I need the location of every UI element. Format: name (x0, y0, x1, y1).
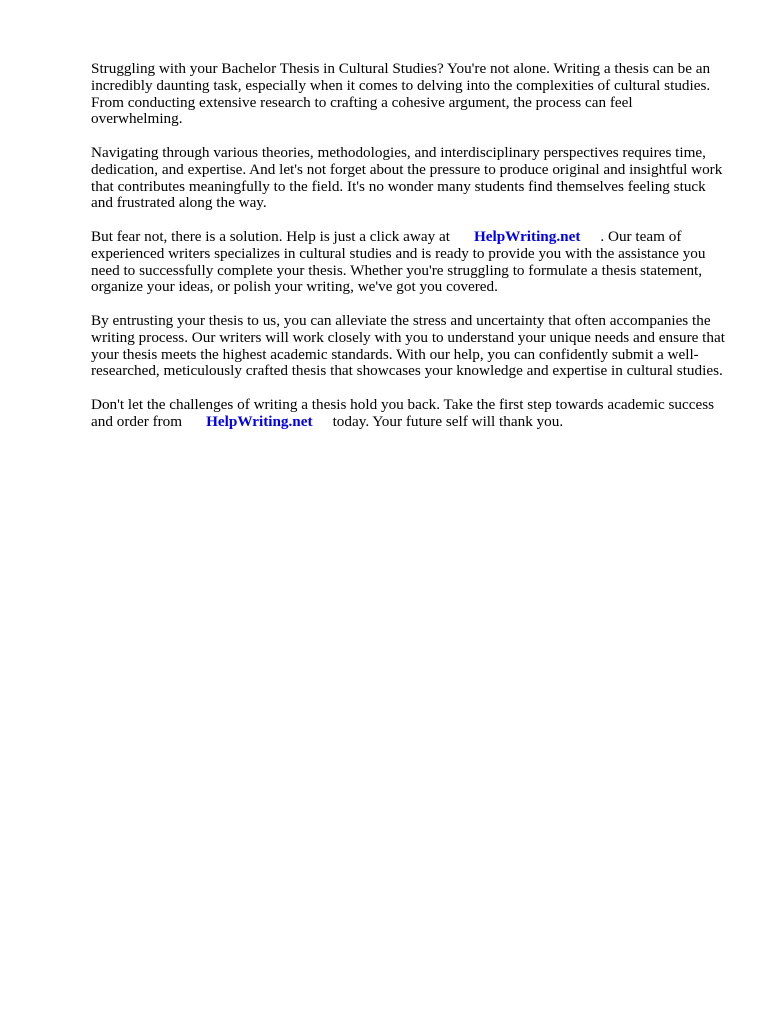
paragraph-3 (91, 229, 727, 296)
paragraph-3-rest: . Our team of experienced writers specializes in cultural studies and is ready to provide you with the assistance you need to successfully complete your thesis. Whether you're struggling to formulate a thesis statement, organize your ideas, or polish your writing, we've got you covered. (91, 227, 706, 296)
document-body (91, 61, 727, 447)
paragraph-2: Navigating through various theories, methodologies, and interdisciplinary perspectives requires time, dedication, and expertise. And let's not forget about the pressure to produce original and insightful work that contributes meaningfully to the field. It's no wonder many students find themselves feeling stuck and frustrated along the way. (91, 143, 723, 212)
paragraph-1: Struggling with your Bachelor Thesis in Cultural Studies? You're not alone. Writing a thesis can be an incredibly daunting task, especially when it comes to delving into the complexities of cultural studies. From conducting extensive research to crafting a cohesive argument, the process can feel overwhelming. (91, 60, 711, 128)
helpwriting-link[interactable]: HelpWriting.net (206, 412, 313, 430)
helpwriting-link[interactable]: HelpWriting.net (473, 227, 581, 245)
paragraph-5-rest: today. Your future self will thank you. (332, 412, 564, 430)
paragraph-5 (91, 397, 727, 431)
paragraph-5-intro: Don't let the challenges of writing a thesis hold you back. Take the first step towards academic success and order from (91, 395, 715, 430)
paragraph-4: By entrusting your thesis to us, you can alleviate the stress and uncertainty that often accompanies the writing process. Our writers will work closely with you to understand your unique needs and ensure that your thesis meets the highest academic standards. With our help, you can confidently submit a well-researched, meticulously crafted thesis that showcases your knowledge and expertise in cultural studies. (91, 311, 725, 380)
paragraph-3-intro: But fear not, there is a solution. Help is just a click away at (91, 227, 450, 245)
